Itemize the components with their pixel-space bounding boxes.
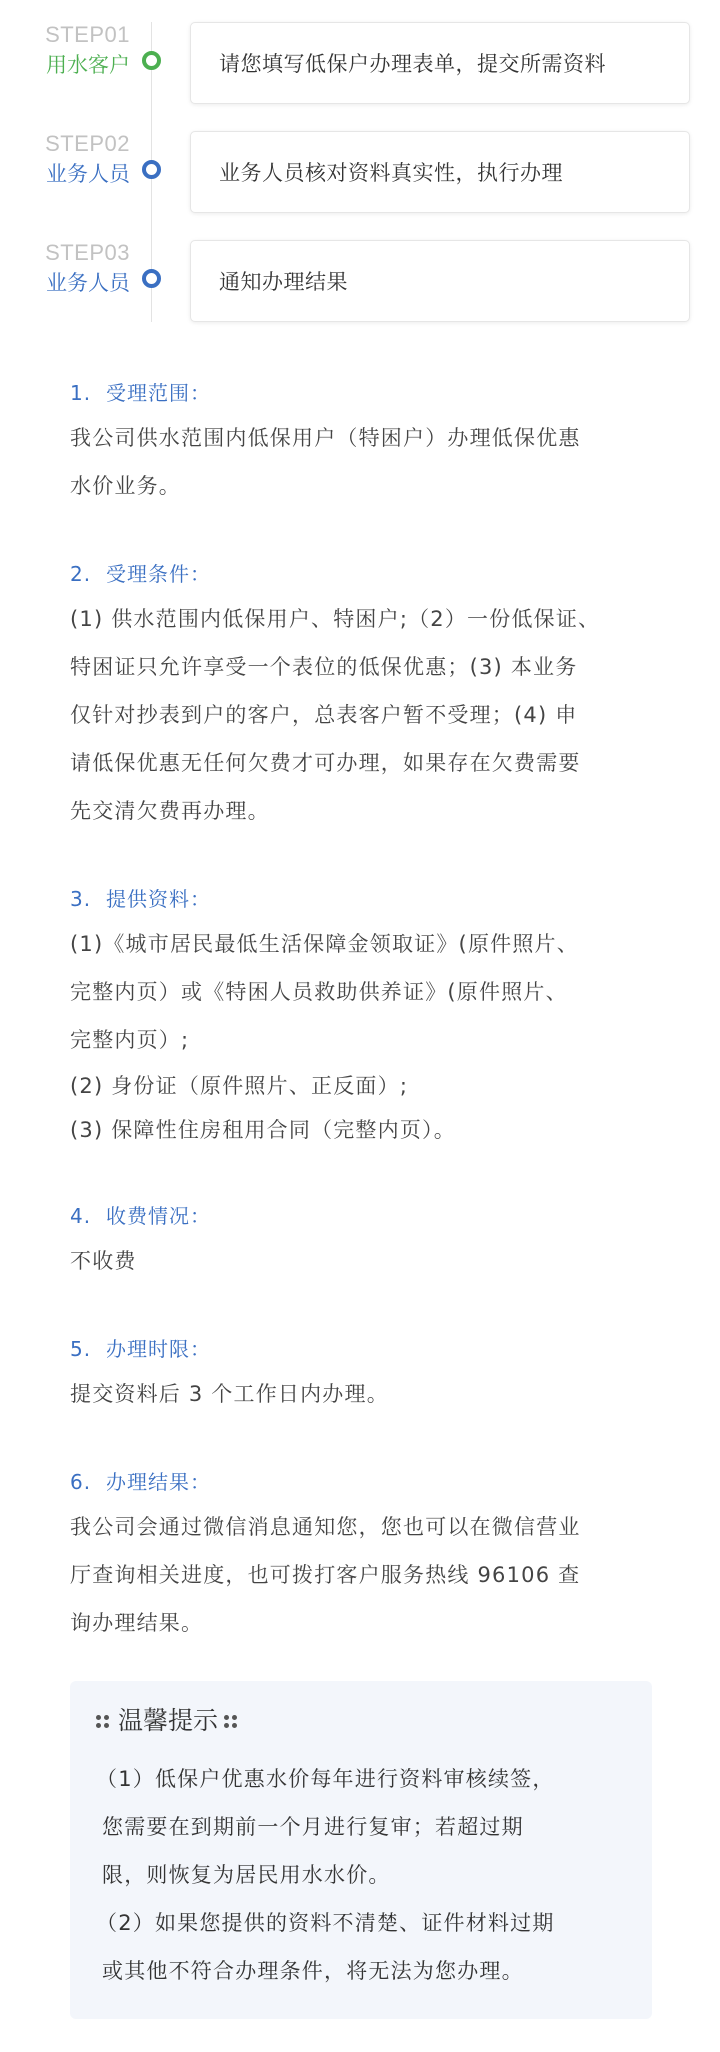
- section-number: 6.: [70, 1470, 92, 1494]
- step-card: [190, 22, 690, 104]
- dots-icon: [224, 1713, 240, 1729]
- section-title: 提供资料：: [106, 887, 211, 911]
- step-role: 业务人员: [46, 162, 130, 186]
- section-number: 2.: [70, 562, 92, 586]
- timeline-dot-icon: [142, 160, 161, 179]
- section-heading: [70, 372, 660, 414]
- step-role: 业务人员: [46, 271, 130, 295]
- section-time-limit: [70, 1328, 660, 1418]
- step-3: [0, 240, 720, 324]
- section-title: 受理范围：: [106, 381, 211, 405]
- section-heading: [70, 1195, 660, 1237]
- step-description: 通知办理结果: [219, 270, 348, 294]
- section-number: 5.: [70, 1337, 92, 1361]
- tip-box: [70, 1681, 652, 2019]
- body-line: 我公司会通过微信消息通知您，您也可以在微信营业: [70, 1515, 581, 1539]
- section-number: 3.: [70, 887, 92, 911]
- body-line: 仅针对抄表到户的客户，总表客户暂不受理；(4) 申: [70, 703, 578, 727]
- tip-title: 温馨提示: [118, 1706, 219, 1735]
- body-line: (2) 身份证（原件照片、正反面）;: [70, 1074, 409, 1098]
- tip-body: [96, 1755, 626, 1995]
- section-body: [70, 1370, 660, 1418]
- body-line: 我公司供水范围内低保用户（特困户）办理低保优惠: [70, 426, 581, 450]
- step-1-meta: [0, 22, 130, 80]
- tip-line: （1）低保户优惠水价每年进行资料审核续签，: [96, 1767, 555, 1791]
- tip-line: 或其他不符合办理条件，将无法为您办理。: [102, 1959, 524, 1983]
- step-description: 请您填写低保户办理表单，提交所需资料: [219, 52, 606, 76]
- section-scope: [70, 372, 660, 510]
- body-line: 不收费: [70, 1249, 137, 1273]
- step-number: STEP03: [45, 240, 130, 265]
- step-1: [0, 22, 720, 106]
- section-result: [70, 1461, 660, 1647]
- body-line: 特困证只允许享受一个表位的低保优惠；(3) 本业务: [70, 655, 578, 679]
- section-heading: [70, 1461, 660, 1503]
- body-line: 先交清欠费再办理。: [70, 799, 270, 823]
- step-3-meta: [0, 240, 130, 298]
- section-fees: [70, 1195, 660, 1285]
- body-line: (1)《城市居民最低生活保障金领取证》(原件照片、: [70, 932, 579, 956]
- info-sections: [70, 372, 660, 1690]
- step-description: 业务人员核对资料真实性，执行办理: [219, 161, 563, 185]
- tip-line: 您需要在到期前一个月进行复审；若超过期: [102, 1815, 524, 1839]
- section-body: [70, 414, 660, 510]
- step-card: [190, 240, 690, 322]
- step-2: [0, 131, 720, 215]
- section-body: [70, 1237, 660, 1285]
- step-number: STEP02: [45, 131, 130, 156]
- section-body: [70, 595, 660, 835]
- tip-line: 限，则恢复为居民用水水价。: [102, 1863, 391, 1887]
- dots-icon: [96, 1713, 112, 1729]
- body-line: 询办理结果。: [70, 1611, 204, 1635]
- section-heading: [70, 1328, 660, 1370]
- body-line: 完整内页）;: [70, 1028, 190, 1052]
- section-materials: [70, 878, 660, 1152]
- section-conditions: [70, 553, 660, 835]
- process-steps: [0, 0, 720, 330]
- step-number: STEP01: [45, 22, 130, 47]
- section-heading: [70, 553, 660, 595]
- body-line: (1) 供水范围内低保用户、特困户;（2）一份低保证、: [70, 607, 601, 631]
- body-line: 请低保优惠无任何欠费才可办理，如果存在欠费需要: [70, 751, 581, 775]
- section-title: 受理条件：: [106, 562, 211, 586]
- step-role: 用水客户: [46, 53, 130, 77]
- section-number: 1.: [70, 381, 92, 405]
- step-2-meta: [0, 131, 130, 189]
- body-line: (3) 保障性住房租用合同（完整内页）。: [70, 1118, 456, 1142]
- section-title: 办理结果：: [106, 1470, 211, 1494]
- body-line: 完整内页）或《特困人员救助供养证》(原件照片、: [70, 980, 568, 1004]
- tip-line: （2）如果您提供的资料不清楚、证件材料过期: [96, 1911, 555, 1935]
- body-line: 厅查询相关进度，也可拨打客户服务热线 96106 查: [70, 1563, 581, 1587]
- timeline-dot-icon: [142, 269, 161, 288]
- body-line: 水价业务。: [70, 474, 181, 498]
- section-body: [70, 1503, 660, 1647]
- section-body: [70, 920, 660, 1152]
- section-title: 办理时限：: [106, 1337, 211, 1361]
- section-title: 收费情况：: [106, 1204, 211, 1228]
- timeline-dot-icon: [142, 51, 161, 70]
- section-number: 4.: [70, 1204, 92, 1228]
- tip-heading: [96, 1701, 626, 1741]
- step-card: [190, 131, 690, 213]
- body-line: 提交资料后 3 个工作日内办理。: [70, 1382, 389, 1406]
- section-heading: [70, 878, 660, 920]
